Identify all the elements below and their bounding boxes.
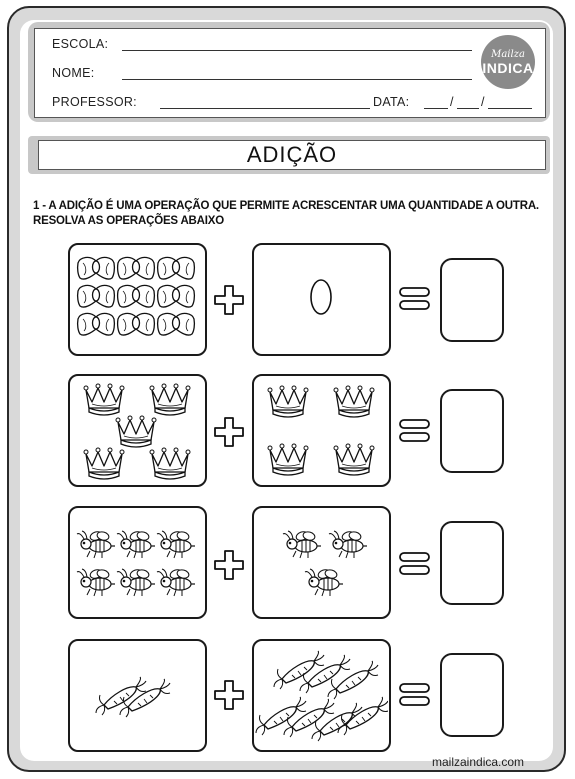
bow-icon [118, 257, 155, 279]
name-field[interactable] [122, 79, 472, 80]
crown-icon [268, 386, 308, 417]
bee-icon [117, 568, 155, 596]
row4-right-box [252, 639, 391, 752]
zero-egg-icon [254, 245, 388, 353]
equals-icon [398, 682, 432, 708]
bee-icon [117, 530, 155, 558]
plus-icon [212, 283, 246, 317]
carrot-group [254, 641, 388, 749]
bow-group [70, 245, 204, 353]
bee-icon [329, 530, 367, 558]
plus-icon [212, 548, 246, 582]
crown-icon [334, 386, 374, 417]
row2-left-box [68, 374, 207, 487]
bow-icon [78, 257, 115, 279]
page-title: ADIÇÃO [38, 140, 546, 170]
row2-answer-box[interactable] [440, 389, 504, 473]
school-field[interactable] [122, 50, 472, 51]
teacher-field[interactable] [160, 108, 370, 109]
bow-icon [158, 285, 195, 307]
row3-left-box [68, 506, 207, 619]
equals-icon [398, 418, 432, 444]
crown-icon [150, 448, 190, 479]
row1-right-box [252, 243, 391, 356]
bow-icon [158, 257, 195, 279]
crown-group [254, 376, 388, 484]
plus-icon [212, 415, 246, 449]
bee-group [70, 508, 204, 616]
row1-left-box [68, 243, 207, 356]
equals-icon [398, 551, 432, 577]
bow-icon [78, 285, 115, 307]
crown-icon [334, 444, 374, 475]
logo-bottom-text: INDICA [482, 59, 534, 76]
logo-top-text: Mailza [491, 48, 525, 60]
date-slash: / [450, 95, 454, 109]
date-day-field[interactable] [424, 108, 448, 109]
bee-group [254, 508, 388, 616]
name-label: NOME: [52, 66, 95, 80]
date-slash: / [481, 95, 485, 109]
carrot-group [70, 641, 204, 749]
bee-icon [77, 530, 115, 558]
crown-icon [116, 416, 156, 447]
bee-icon [157, 568, 195, 596]
row3-right-box [252, 506, 391, 619]
bow-icon [158, 313, 195, 335]
crown-icon [84, 384, 124, 415]
bee-icon [157, 530, 195, 558]
bow-icon [78, 313, 115, 335]
crown-icon [150, 384, 190, 415]
bee-icon [77, 568, 115, 596]
logo [481, 35, 535, 89]
crown-group [70, 376, 204, 484]
bee-icon [305, 568, 343, 596]
date-year-field[interactable] [488, 108, 532, 109]
carrot-icon [96, 677, 146, 715]
date-month-field[interactable] [457, 108, 479, 109]
crown-icon [268, 444, 308, 475]
school-label: ESCOLA: [52, 37, 109, 51]
row4-answer-box[interactable] [440, 653, 504, 737]
row1-answer-box[interactable] [440, 258, 504, 342]
equals-icon [398, 286, 432, 312]
row4-left-box [68, 639, 207, 752]
row3-answer-box[interactable] [440, 521, 504, 605]
bow-icon [118, 313, 155, 335]
row2-right-box [252, 374, 391, 487]
plus-icon [212, 678, 246, 712]
teacher-label: PROFESSOR: [52, 95, 137, 109]
bee-icon [283, 530, 321, 558]
bow-icon [118, 285, 155, 307]
crown-icon [84, 448, 124, 479]
site-footer: mailzaindica.com [432, 755, 525, 769]
date-label: DATA: [373, 95, 410, 109]
instruction-text: 1 - A ADIÇÃO É UMA OPERAÇÃO QUE PERMITE ACRESCENTAR UMA QUANTIDADE A OUTRA. RESOLVA AS OPERAÇÕES ABAIXO [33, 200, 539, 227]
